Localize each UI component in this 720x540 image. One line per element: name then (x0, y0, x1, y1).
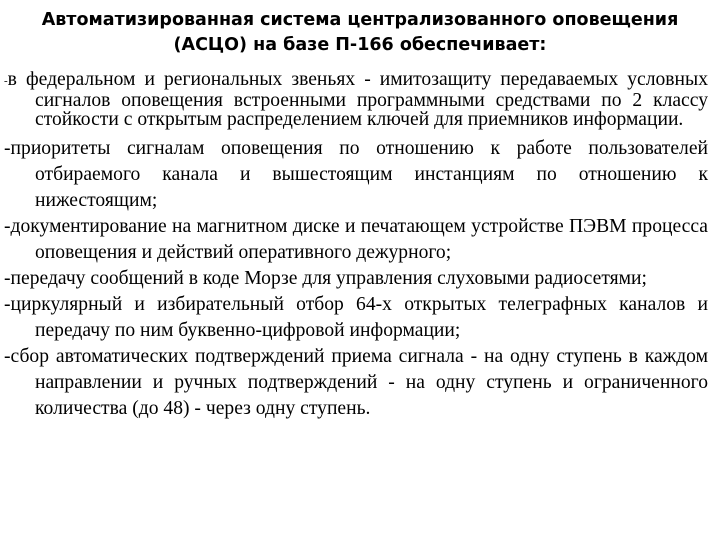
list-item-priorities (4, 136, 708, 214)
item-text: передачу сообщений в коде Морзе для управления слуховыми радиосетями; (10, 268, 647, 289)
item-text: циркулярный и избирательный отбор 64-х открытых телеграфных каналов и передачу по ним буквенно-цифровой информации; (10, 294, 708, 341)
item-dash: - (4, 75, 8, 87)
item-text: сбор автоматических подтверждений приема сигнала - на одну ступень в каждом направлении и ручных подтверждений - на одну ступень и ограниченного количества (до 48) - через одну ступень. (10, 346, 708, 419)
item-text: приоритеты сигналам оповещения по отношению к работе пользователей отбираемого канала и вышестоящим инстанциям по отношению к нижестоящим; (10, 138, 708, 211)
bullet-list (4, 70, 708, 422)
list-item-documenting (4, 214, 708, 266)
list-item-imitoprotection (4, 70, 708, 129)
slide-title (0, 8, 720, 58)
item-dash: - (4, 268, 11, 289)
list-item-morse (4, 266, 708, 292)
item-text: документирование на магнитном диске и печатающем устройстве ПЭВМ процесса оповещения и действий оперативного дежурного; (10, 216, 708, 263)
item-dash: - (4, 346, 11, 367)
item-dash: - (4, 294, 11, 315)
list-item-channels (4, 292, 708, 344)
item-dash: - (4, 138, 11, 159)
item-text: в федеральном и региональных звеньях - имитозащиту передаваемых условных сигналов оповещения встроенными программными средствами по 2 классу стойкости с открытым распределением ключей для приемников информации. (7, 69, 708, 130)
title-line-2: (АСЦО) на базе П-166 обеспечивает: (173, 35, 547, 55)
list-item-confirmations (4, 344, 708, 422)
item-dash: - (4, 216, 11, 237)
title-line-1: Автоматизированная система централизованного оповещения (41, 10, 679, 30)
